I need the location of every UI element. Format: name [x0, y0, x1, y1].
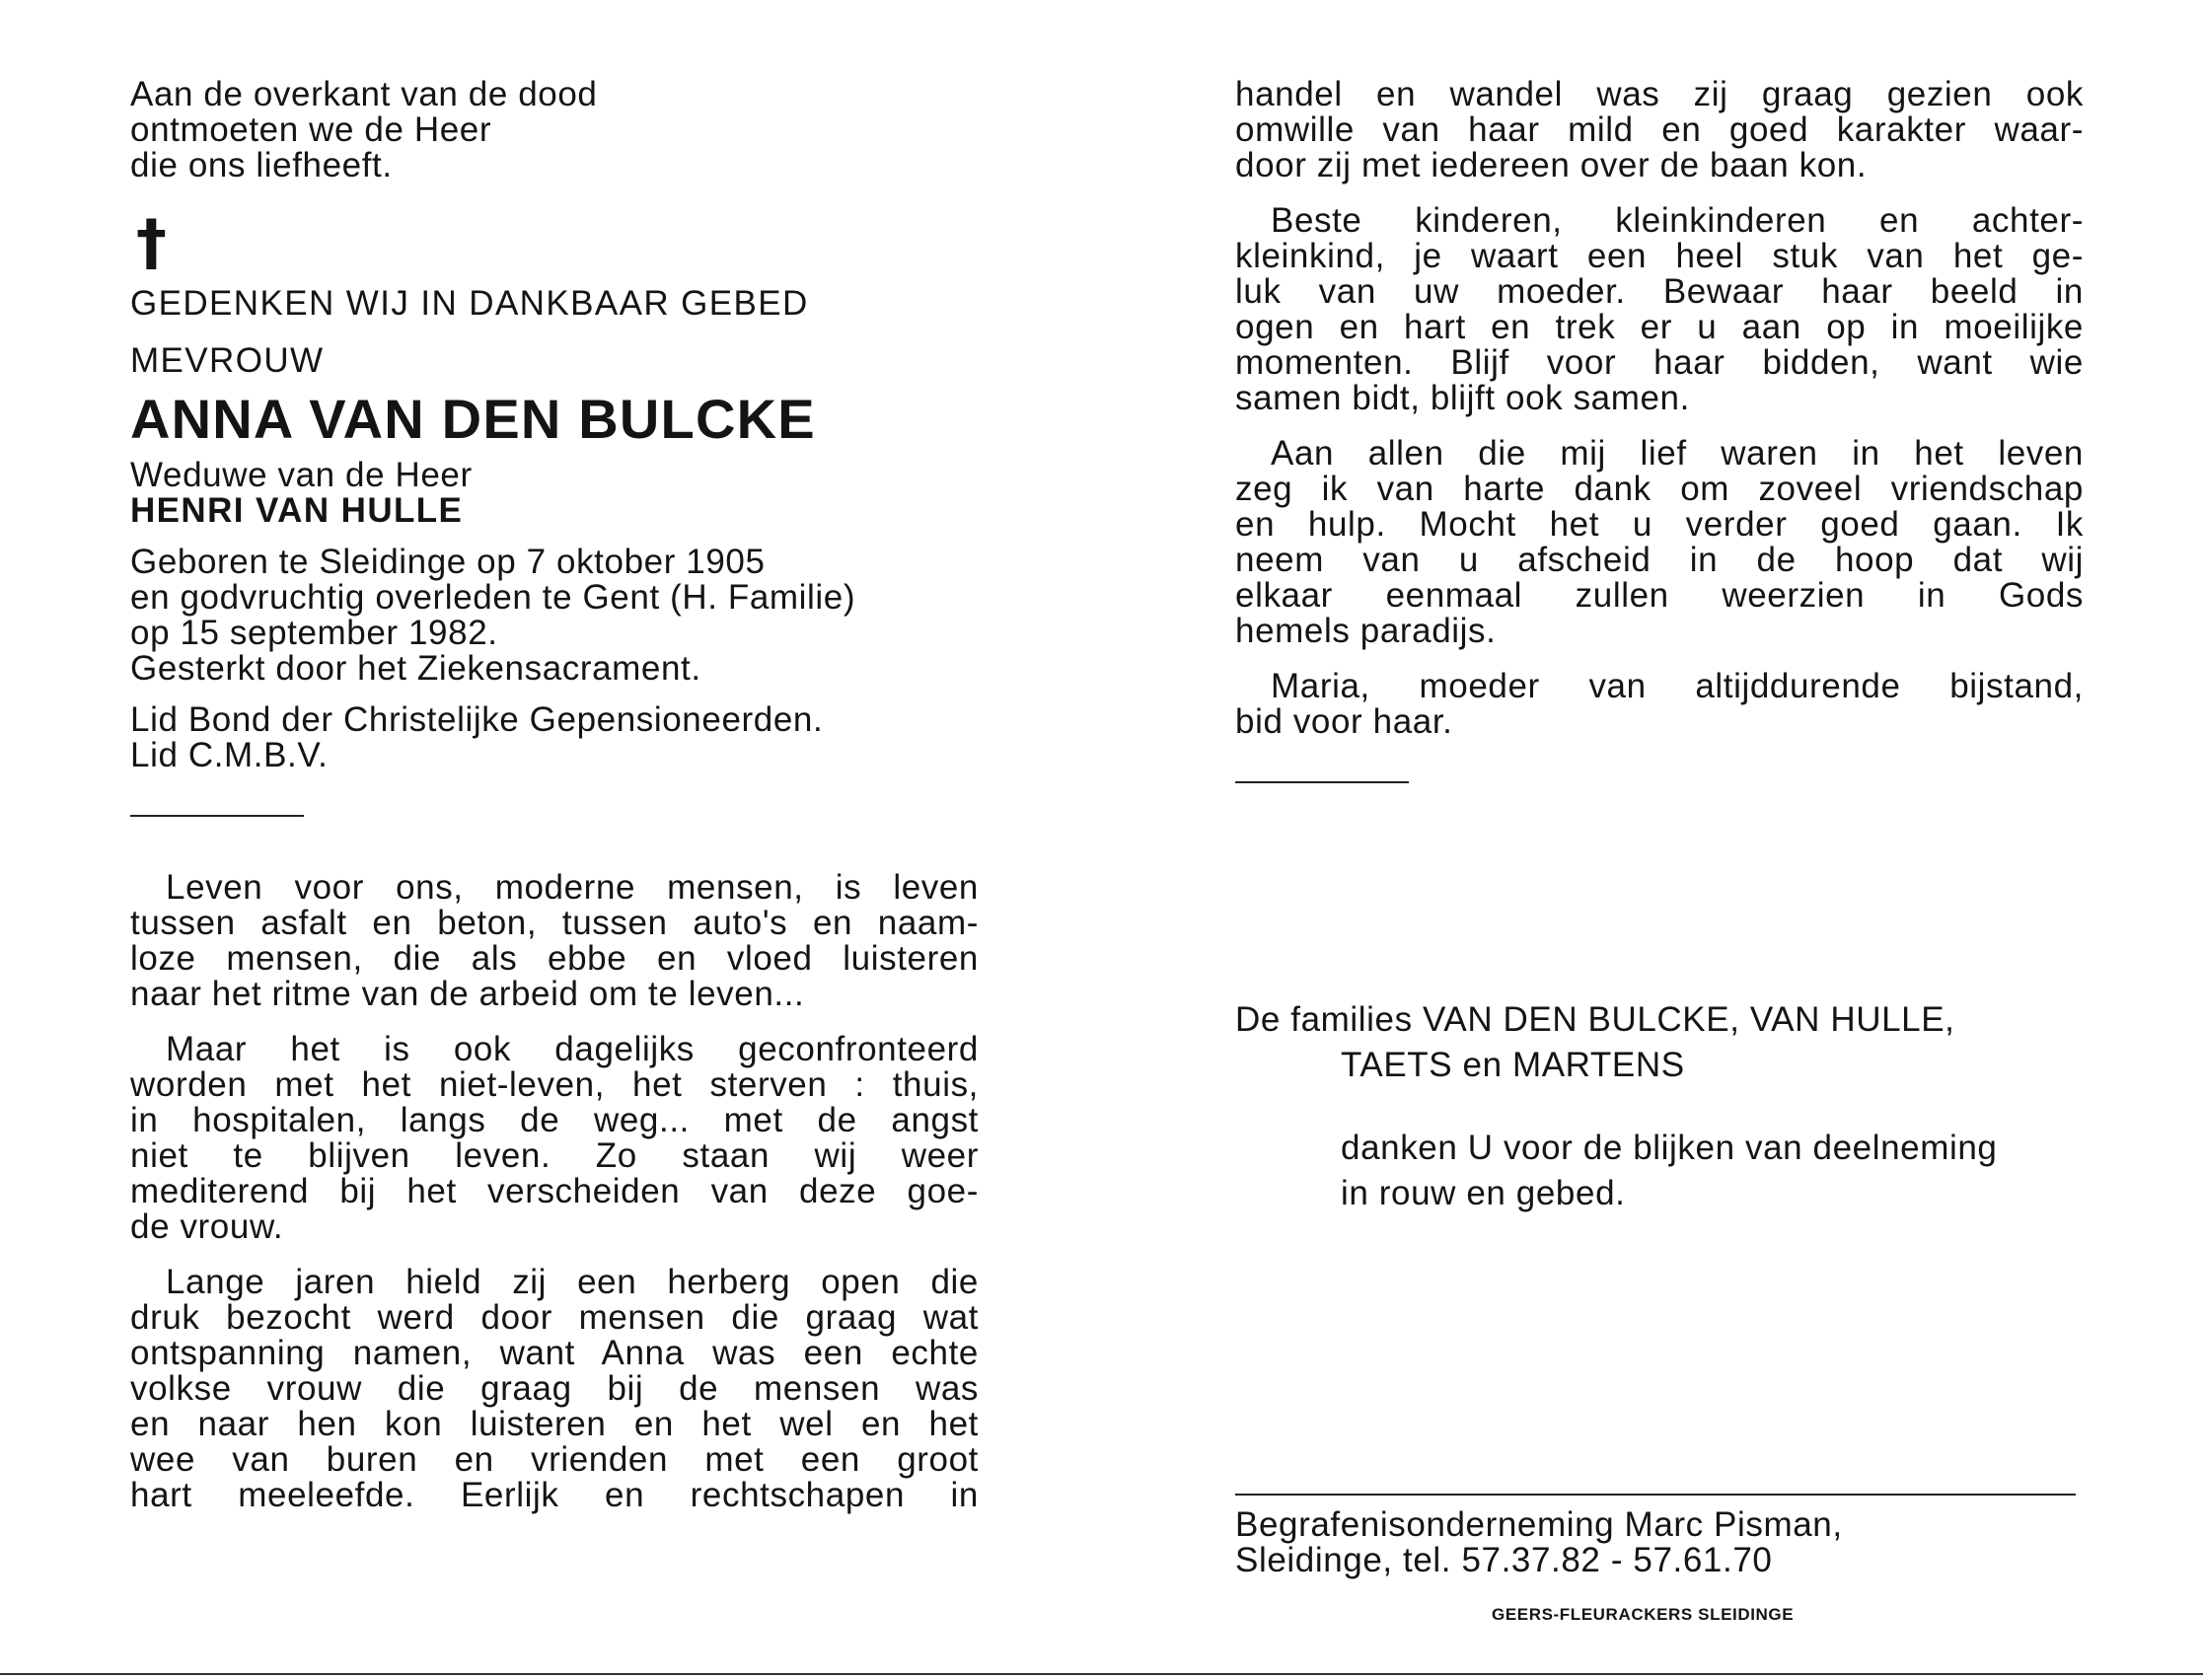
paragraph-modern-life — [130, 870, 979, 1012]
paragraph-line: samen bidt, blijft ook samen. — [1235, 379, 1690, 417]
membership-line: Lid Bond der Christelijke Gepensioneerden. — [130, 700, 824, 739]
left-column — [130, 77, 979, 1513]
paragraph-line: Leven voor ons, moderne mensen, is leven — [166, 868, 979, 907]
paragraph-line: bid voor haar. — [1235, 702, 1453, 741]
paragraph-line: elkaar eenmaal zullen weerzien in Gods — [1235, 576, 2084, 615]
paragraph-line: Lange jaren hield zij een herberg open die — [166, 1263, 979, 1301]
membership-details — [130, 702, 979, 773]
cross-icon: † — [136, 206, 167, 278]
paragraph-character — [1235, 77, 2084, 183]
divider — [130, 815, 304, 817]
opening-verse — [130, 77, 979, 183]
paragraph-line: Beste kinderen, kleinkinderen en achter- — [1271, 201, 2084, 240]
paragraph-line: momenten. Blijf voor haar bidden, want wie — [1235, 343, 2084, 382]
verse-line: Aan de overkant van de dood — [130, 75, 598, 113]
paragraph-line: Aan allen die mij lief waren in het leven — [1271, 434, 2084, 473]
widow-of-label: Weduwe van de Heer — [130, 456, 473, 494]
undertaker-line: Begrafenisonderneming Marc Pisman, — [1235, 1505, 1843, 1544]
paragraph-line: neem van u afscheid in de hoop dat wij — [1235, 541, 2084, 579]
divider — [1235, 781, 1409, 783]
detail-line: op 15 september 1982. — [130, 614, 498, 652]
verse-line: die ons liefheeft. — [130, 146, 393, 184]
card-fold-edge — [0, 1673, 2203, 1675]
paragraph-line: ogen en hart en trek er u aan op in moeilijke — [1235, 308, 2084, 346]
families-line: TAETS en MARTENS — [1341, 1046, 1685, 1084]
detail-line: Gesterkt door het Ziekensacrament. — [130, 649, 701, 688]
paragraph-line: druk bezocht werd door mensen die graag wat — [130, 1298, 979, 1337]
printer-credit: GEERS-FLEURACKERS SLEIDINGE — [1492, 1605, 1795, 1624]
paragraph-line: door zij met iedereen over de baan kon. — [1235, 146, 1868, 184]
paragraph-line: naar het ritme van de arbeid om te leven... — [130, 975, 805, 1013]
paragraph-line: mediterend bij het verscheiden van deze goe- — [130, 1172, 979, 1210]
thanks-line: danken U voor de blijken van deelneming — [1341, 1129, 1998, 1167]
paragraph-line: volkse vrouw die graag bij de mensen was — [130, 1369, 979, 1408]
paragraph-prayer — [1235, 669, 2084, 740]
paragraph-line: ontspanning namen, want Anna was een echte — [130, 1334, 979, 1372]
paragraph-line: handel en wandel was zij graag gezien ook — [1235, 75, 2084, 113]
membership-line: Lid C.M.B.V. — [130, 736, 329, 774]
paragraph-line: hemels paradijs. — [1235, 612, 1497, 650]
thanks-line: in rouw en gebed. — [1341, 1174, 1626, 1212]
undertaker-line: Sleidinge, tel. 57.37.82 - 57.61.70 — [1235, 1541, 1773, 1579]
paragraph-line: omwille van haar mild en goed karakter waar- — [1235, 110, 2084, 149]
paragraph-line: de vrouw. — [130, 1207, 284, 1246]
paragraph-line: Maar het is ook dagelijks geconfronteerd — [166, 1030, 979, 1068]
birth-death-details — [130, 545, 979, 687]
paragraph-line: wee van buren en vrienden met een groot — [130, 1440, 979, 1479]
paragraph-farewell — [1235, 436, 2084, 649]
paragraph-line: in hospitalen, langs de weg... met de angst — [130, 1101, 979, 1139]
verse-line: ontmoeten we de Heer — [130, 110, 492, 149]
paragraph-line: luk van uw moeder. Bewaar haar beeld in — [1235, 272, 2084, 311]
paragraph-line: tussen asfalt en beton, tussen auto's en naam- — [130, 904, 979, 942]
paragraph-line: en naar hen kon luisteren en het wel en het — [130, 1405, 979, 1443]
paragraph-line: loze mensen, die als ebbe en vloed luisteren — [130, 939, 979, 978]
title-mevrouw: MEVROUW — [130, 341, 325, 380]
footer-divider — [1235, 1494, 2076, 1496]
right-column — [1235, 75, 2084, 1579]
paragraph-line: en hulp. Mocht het u verder goed gaan. Ik — [1235, 505, 2084, 544]
paragraph-line: hart meeleefde. Eerlijk en rechtschapen in — [130, 1476, 979, 1514]
detail-line: Geboren te Sleidinge op 7 oktober 1905 — [130, 543, 766, 581]
paragraph-confrontation — [130, 1032, 979, 1245]
husband-name: HENRI VAN HULLE — [130, 491, 464, 530]
deceased-name: ANNA VAN DEN BULCKE — [130, 388, 816, 450]
paragraph-line: zeg ik van harte dank om zoveel vriendschap — [1235, 470, 2084, 508]
paragraph-children — [1235, 203, 2084, 416]
detail-line: en godvruchtig overleden te Gent (H. Familie) — [130, 578, 856, 617]
paragraph-line: kleinkind, je waart een heel stuk van het ge- — [1235, 237, 2084, 275]
paragraph-line: Maria, moeder van altijddurende bijstand, — [1271, 667, 2084, 705]
paragraph-line: worden met het niet-leven, het sterven : thuis, — [130, 1065, 979, 1104]
families-line: De families VAN DEN BULCKE, VAN HULLE, — [1235, 1000, 1955, 1039]
paragraph-herberg — [130, 1265, 979, 1513]
paragraph-line: niet te blijven leven. Zo staan wij weer — [130, 1136, 979, 1175]
remembrance-heading: GEDENKEN WIJ IN DANKBAAR GEBED — [130, 284, 809, 323]
